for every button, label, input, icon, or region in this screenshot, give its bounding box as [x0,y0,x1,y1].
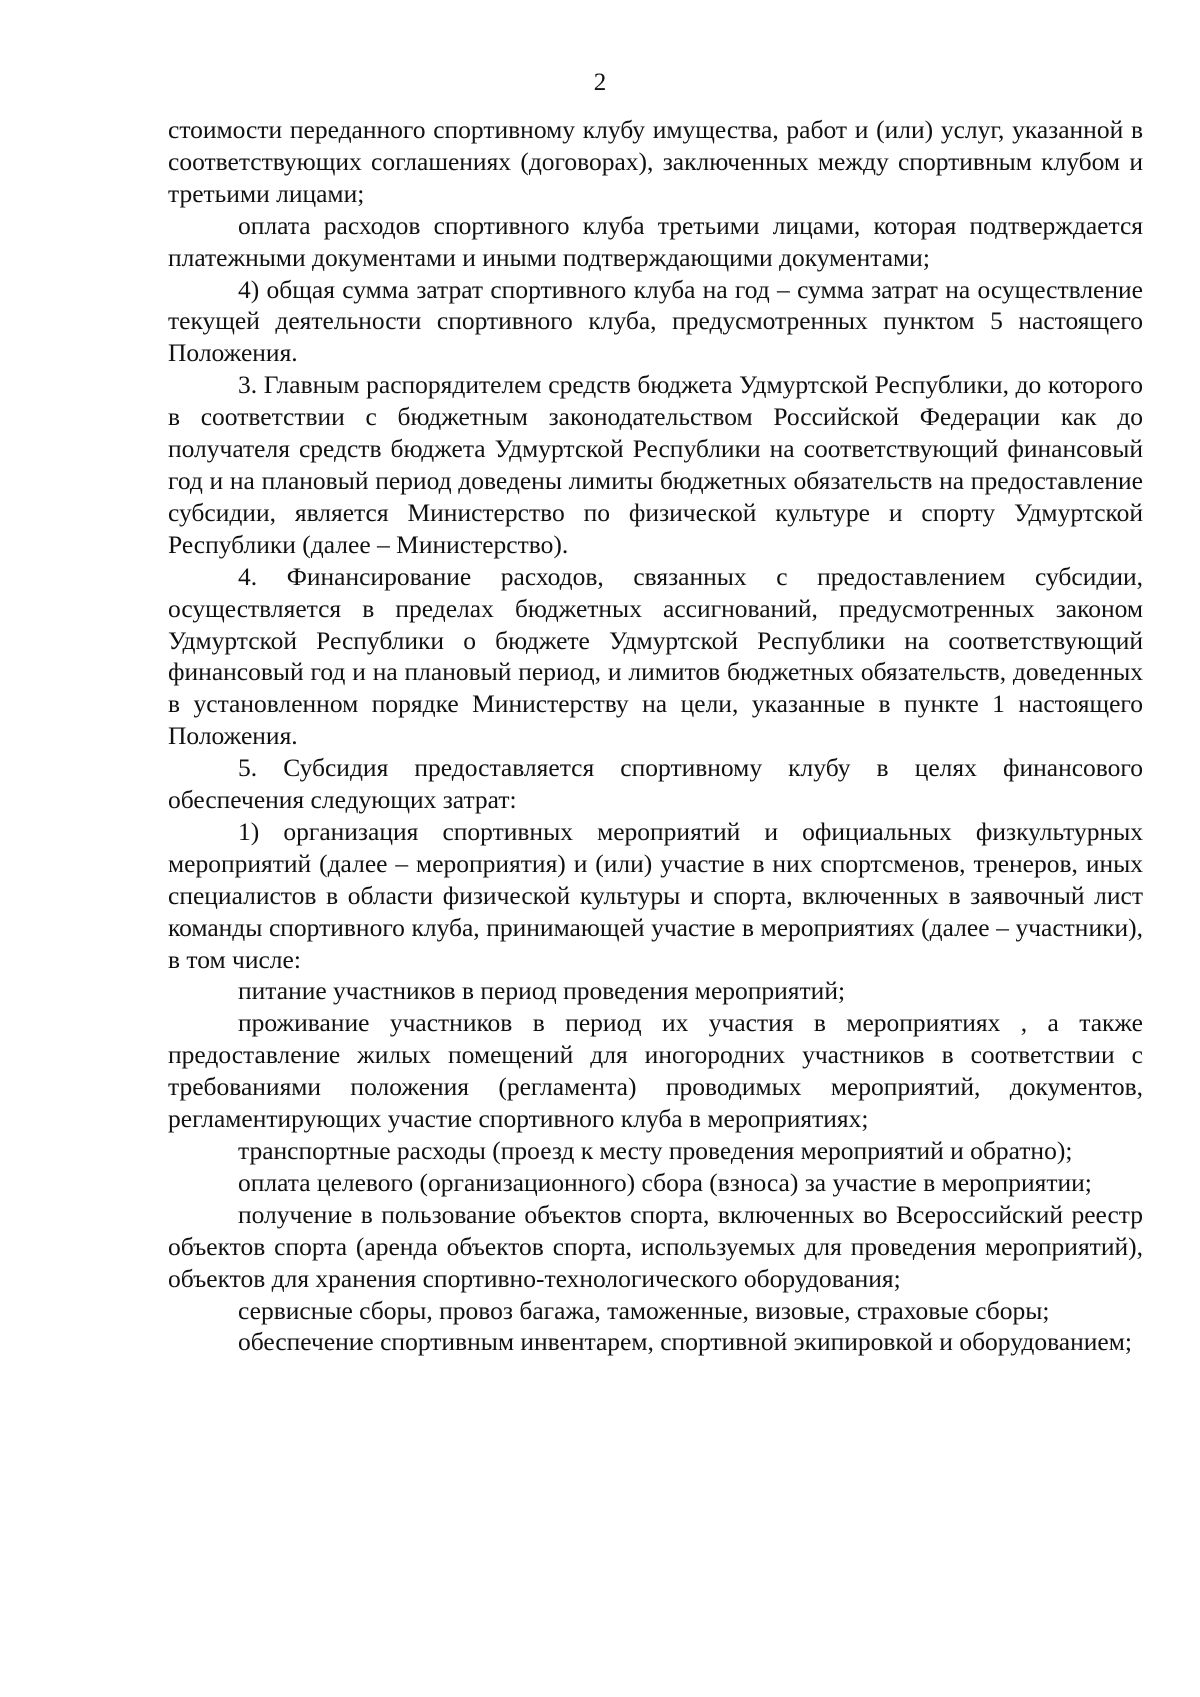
paragraph-payment-third-parties: оплата расходов спортивного клуба третьими лицами, которая подтверждается платежными документами и иными подтверждающими документами; [168,210,1143,272]
paragraph-subitem-1: 1) организация спортивных мероприятий и официальных физкультурных мероприятий (далее – мероприятия) и (или) участие в них спортсменов, тренеров, иных специалистов в области физической культуры и спорта, включенных в заявочный лист команды спортивного клуба, принимающей участие в мероприятиях (далее – участники), в том числе: [168,816,1143,974]
page-number: 2 [593,69,607,96]
list-item-accommodation: проживание участников в период их участия в мероприятиях , а также предоставление жилых помещений для иногородних участников в соответствии с требованиями положения (регламента) проводимых мероприятий, документов, регламентирующих участие спортивного клуба в мероприятиях; [168,1008,1143,1134]
list-item-transport: транспортные расходы (проезд к месту проведения мероприятий и обратно); [238,1136,1073,1165]
list-item-service-fees: сервисные сборы, провоз багажа, таможенные, визовые, страховые сборы; [238,1295,1050,1325]
list-item-sports-facilities: получение в пользование объектов спорта, включенных во Всероссийский реестр объектов спорта (аренда объектов спорта, используемых для проведения мероприятий), объектов для хранения спортивно-технологического оборудования; [168,1199,1143,1293]
paragraph-section-4: 4. Финансирование расходов, связанных с предоставлением субсидии, осуществляется в пределах бюджетных ассигнований, предусмотренных законом Удмуртской Республики о бюджете Удмуртской Республики на соответствующий финансовый год и на плановый период, и лимитов бюджетных обязательств, доведенных в установленном порядке Министерству на цели, указанные в пункте 1 настоящего Положения. [168,561,1143,751]
paragraph-section-3: 3. Главным распорядителем средств бюджета Удмуртской Республики, до которого в соответствии с бюджетным законодательством Российской Федерации как до получателя средств бюджета Удмуртской Республики на соответствующий финансовый год и на плановый период доведены лимиты бюджетных обязательств на предоставление субсидии, является Министерство по физической культуре и спорту Удмуртской Республики (далее – Министерство). [168,370,1143,559]
document-body [168,114,1143,1358]
list-item-equipment: обеспечение спортивным инвентарем, спортивной экипировкой и оборудованием; [238,1327,1132,1357]
list-item-fee: оплата целевого (организационного) сбора (взноса) за участие в мероприятии; [238,1167,1092,1197]
list-item-meals: питание участников в период проведения мероприятий; [238,976,846,1006]
paragraph-item-4-total-costs: 4) общая сумма затрат спортивного клуба на год – сумма затрат на осуществление текущей деятельности спортивного клуба, предусмотренных пунктом 5 настоящего Положения. [168,274,1143,368]
paragraph-section-5: 5. Субсидия предоставляется спортивному клубу в целях финансового обеспечения следующих затрат: [168,753,1143,815]
paragraph-continuation: стоимости переданного спортивному клубу имущества, работ и (или) услуг, указанной в соответствующих соглашениях (договорах), заключенных между спортивным клубом и третьими лицами; [168,115,1143,208]
